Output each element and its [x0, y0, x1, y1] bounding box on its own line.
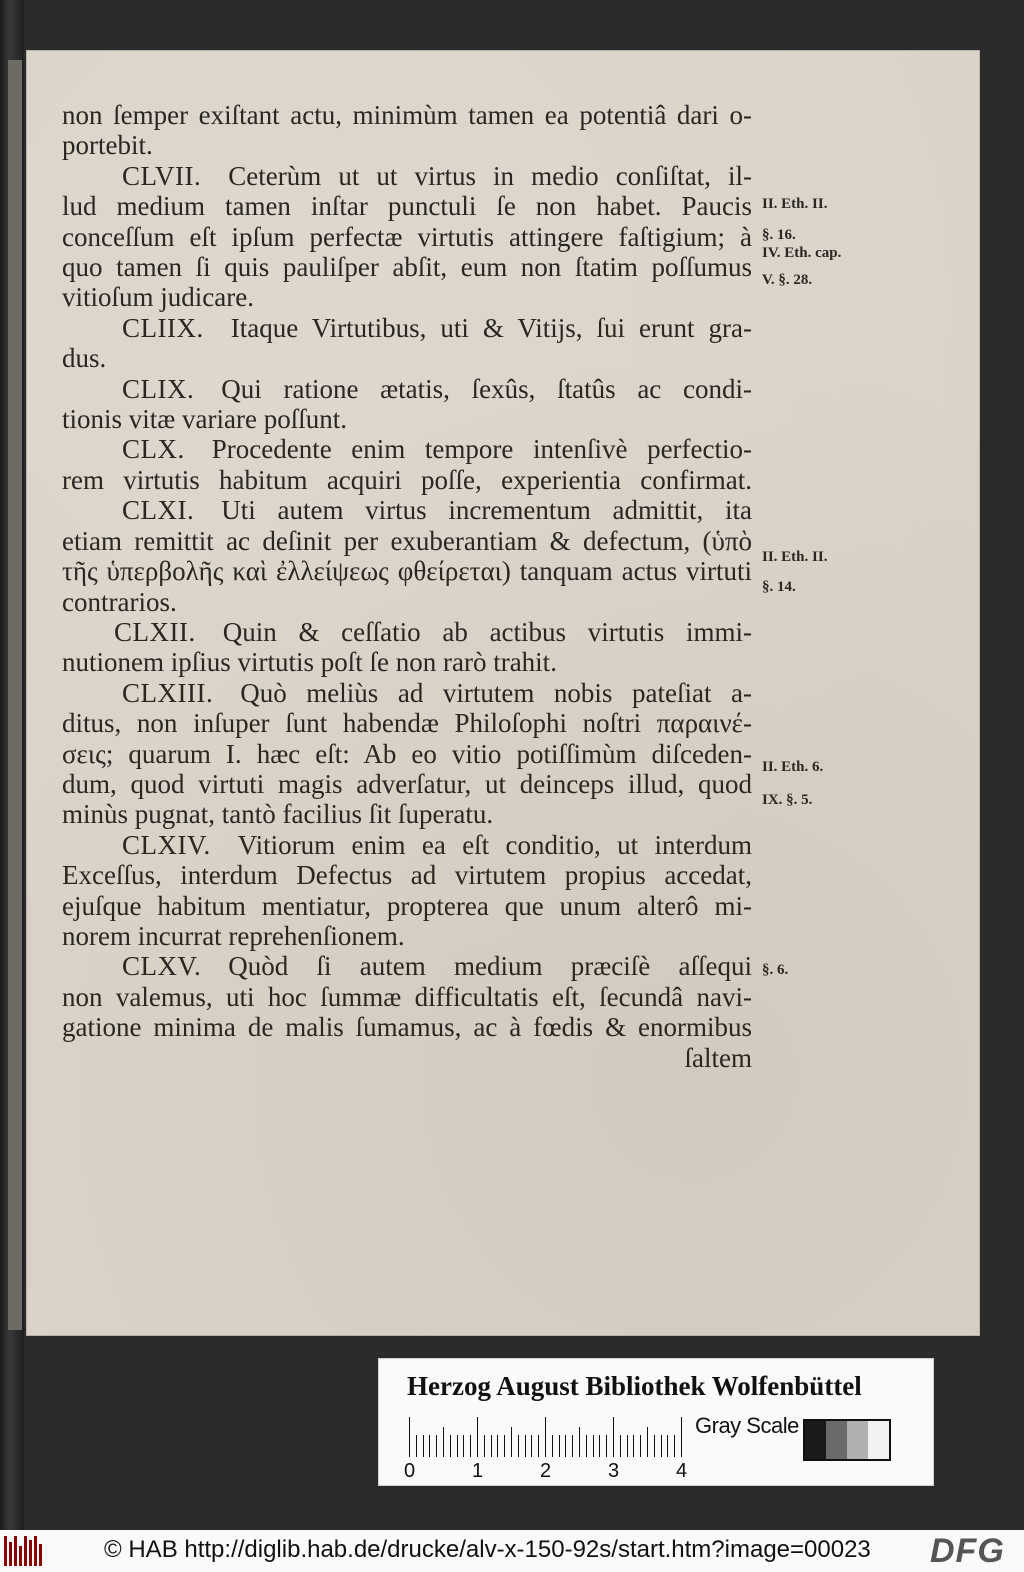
line-text: Itaque Virtutibus, uti & Vitijs, ſui erunt gra- — [230, 312, 752, 343]
logo-bar — [29, 1540, 32, 1566]
text-line — [62, 921, 752, 951]
line-text: Quin & ceſſatio ab actibus virtutis immi- — [222, 616, 752, 647]
line-text: tionis vitæ variare poſſunt. — [62, 404, 347, 435]
margin-reference: II. Eth. II. — [762, 548, 828, 565]
ruler-tick — [477, 1417, 478, 1457]
paragraph-start-line — [62, 313, 752, 343]
ruler-tick — [484, 1435, 485, 1457]
paragraph-start-line — [62, 434, 752, 464]
text-line — [62, 647, 752, 677]
line-text: non valemus, uti hoc ſummæ difficultatis eſt, ſecundâ navi- — [62, 981, 752, 1012]
line-text: Ceterùm ut ut virtus in medio conſiſtat, il- — [228, 160, 752, 191]
page-body-text — [62, 100, 752, 1073]
paragraph-start-line — [62, 617, 752, 647]
line-text: dus. — [62, 343, 107, 374]
measurement-ruler — [409, 1415, 681, 1457]
line-text: vitioſum judicare. — [62, 282, 254, 313]
line-text: Uti autem virtus incrementum admittit, ita — [221, 495, 752, 526]
ruler-tick — [504, 1435, 505, 1457]
ruler-tick — [606, 1435, 607, 1457]
text-line — [62, 587, 752, 617]
ruler-tick — [491, 1435, 492, 1457]
text-line — [62, 799, 752, 829]
text-line — [62, 982, 752, 1012]
text-line — [62, 891, 752, 921]
line-text: contrarios. — [62, 586, 177, 617]
ruler-tick — [538, 1435, 539, 1457]
line-text: norem incurrat reprehenſionem. — [62, 920, 405, 951]
text-line — [62, 343, 752, 373]
section-number: CLX. — [122, 434, 185, 465]
line-text: Procedente enim tempore intenſivè perfectio- — [211, 434, 752, 465]
line-text: conceſſum eſt ipſum perfectæ virtutis attingere faſtigium; à — [62, 221, 752, 252]
paragraph-start-line — [62, 495, 752, 525]
line-text: τῆς ὑπερβολῆς καὶ ἐλλείψεως φθείρεται) tanquam actus virtuti — [62, 556, 752, 587]
footer-bar — [0, 1530, 1024, 1572]
ruler-tick — [429, 1435, 430, 1457]
ruler-tick — [450, 1435, 451, 1457]
ruler-tick — [633, 1435, 634, 1457]
text-line — [62, 282, 752, 312]
line-text: dum, quod virtuti magis adverſatur, ut deinceps illud, quod — [62, 768, 752, 799]
text-line — [62, 556, 752, 586]
logo-bar — [14, 1536, 17, 1566]
paragraph-start-line — [62, 374, 752, 404]
line-text: portebit. — [62, 130, 153, 161]
line-text: Vitiorum enim ea eſt conditio, ut interdum — [237, 829, 752, 860]
line-text: Quòd ſi autem medium præciſè aſſequi — [228, 951, 752, 982]
section-number: CLXI. — [122, 495, 195, 526]
ruler-tick — [661, 1435, 662, 1457]
gray-swatch — [826, 1421, 847, 1459]
ruler-tick — [518, 1435, 519, 1457]
line-text: gatione minima de malis ſumamus, ac à fœdis & enormibus — [62, 1012, 752, 1043]
text-line — [62, 708, 752, 738]
line-text: rem virtutis habitum acquiri poſſe, experientia confirmat. — [62, 464, 752, 495]
ruler-tick — [647, 1427, 648, 1457]
logo-bar — [39, 1544, 42, 1566]
section-number: CLXIV. — [122, 829, 211, 860]
margin-reference: §. 14. — [762, 579, 796, 596]
ruler-tick — [579, 1427, 580, 1457]
margin-reference: IV. Eth. cap. — [762, 244, 842, 261]
ruler-tick — [586, 1435, 587, 1457]
text-line — [62, 860, 752, 890]
ruler-tick — [525, 1435, 526, 1457]
logo-bar — [4, 1536, 7, 1566]
library-name: Herzog August Bibliothek Wolfenbüttel — [407, 1371, 862, 1401]
text-line — [62, 739, 752, 769]
text-line — [62, 222, 752, 252]
ruler-tick — [593, 1435, 594, 1457]
facing-page-edge — [8, 60, 22, 1330]
paragraph-start-line — [62, 161, 752, 191]
line-text: Exceſſus, interdum Defectus ad virtutem propius accedat, — [62, 860, 752, 891]
section-number: CLXII. — [114, 616, 196, 647]
logo-bar — [19, 1546, 22, 1566]
dfg-logo: DFG — [930, 1532, 1005, 1570]
section-number: CLIIX. — [122, 312, 204, 343]
margin-reference: IX. §. 5. — [762, 792, 813, 809]
ruler-number: 3 — [608, 1460, 620, 1482]
ruler-tick — [545, 1417, 546, 1457]
text-line — [62, 769, 752, 799]
line-text: ditus, non inſuper ſunt habendæ Philoſophi noſtri παραινέ- — [62, 708, 752, 739]
ruler-tick — [511, 1427, 512, 1457]
ruler-tick — [470, 1435, 471, 1457]
text-line — [62, 252, 752, 282]
gray-swatch — [805, 1421, 826, 1459]
line-text: ejuſque habitum mentiatur, propterea que unum alterô mi- — [62, 890, 752, 921]
section-number: CLIX. — [122, 373, 195, 404]
ruler-tick — [559, 1435, 560, 1457]
ruler-tick — [531, 1435, 532, 1457]
ruler-tick — [627, 1435, 628, 1457]
ruler-tick — [572, 1435, 573, 1457]
text-line — [62, 130, 752, 160]
margin-reference: §. 16. — [762, 226, 796, 243]
text-line — [62, 526, 752, 556]
library-label-card — [378, 1358, 934, 1486]
ruler-tick — [640, 1435, 641, 1457]
ruler-number: 4 — [676, 1460, 688, 1482]
section-number: CLVII. — [122, 160, 202, 191]
margin-reference: V. §. 28. — [762, 272, 813, 289]
line-text: quo tamen ſi quis pauliſper abſit, eum non ſtatim poſſumus — [62, 252, 752, 283]
section-number: CLXIII. — [122, 677, 214, 708]
text-line — [62, 100, 752, 130]
margin-reference: II. Eth. II. — [762, 196, 828, 213]
ruler-number: 0 — [404, 1460, 416, 1482]
ruler-tick — [620, 1435, 621, 1457]
line-text: Qui ratione ætatis, ſexûs, ſtatûs ac condi- — [221, 373, 752, 404]
ruler-tick — [674, 1435, 675, 1457]
line-text: minùs pugnat, tantò facilius ſit ſuperatu. — [62, 799, 494, 830]
ruler-number: 1 — [472, 1460, 484, 1482]
logo-bar — [9, 1542, 12, 1566]
ruler-tick — [436, 1435, 437, 1457]
ruler-tick — [667, 1435, 668, 1457]
ruler-tick — [497, 1435, 498, 1457]
text-line — [62, 1012, 752, 1042]
ruler-tick — [457, 1435, 458, 1457]
paragraph-start-line — [62, 951, 752, 981]
paragraph-start-line — [62, 830, 752, 860]
logo-bar — [34, 1536, 37, 1566]
footer-copyright-url[interactable]: © HAB http://diglib.hab.de/drucke/alv-x-150-92s/start.htm?image=00023 — [104, 1536, 871, 1563]
section-number: CLXV. — [122, 951, 202, 982]
ruler-tick — [443, 1427, 444, 1457]
paragraph-start-line — [62, 678, 752, 708]
text-line — [62, 404, 752, 434]
gray-swatch — [868, 1421, 889, 1459]
ruler-tick — [613, 1417, 614, 1457]
line-text: non ſemper exiſtant actu, minimùm tamen ea potentiâ dari o- — [62, 100, 752, 130]
line-text: ſaltem — [684, 1042, 752, 1073]
line-text: Quò meliùs ad virtutem nobis pateſiat a- — [240, 677, 752, 708]
ruler-tick — [565, 1435, 566, 1457]
text-line — [62, 191, 752, 221]
text-line — [62, 1043, 752, 1073]
ruler-tick — [552, 1435, 553, 1457]
ruler-tick — [463, 1435, 464, 1457]
gray-scale-swatch — [803, 1419, 891, 1461]
margin-reference: II. Eth. 6. — [762, 758, 824, 775]
line-text: σεις; quarum I. hæc eſt: Ab eo vitio potiſſimùm diſceden- — [62, 738, 752, 769]
ruler-tick — [681, 1417, 682, 1457]
line-text: nutionem ipſius virtutis poſt ſe non rarò trahit. — [62, 647, 557, 678]
gray-scale-label: Gray Scale — [695, 1413, 799, 1438]
margin-reference: §. 6. — [762, 962, 789, 979]
ruler-tick — [409, 1417, 410, 1457]
text-line — [62, 465, 752, 495]
ruler-tick — [599, 1435, 600, 1457]
ruler-number: 2 — [540, 1460, 552, 1482]
hab-logo-icon — [4, 1536, 46, 1566]
ruler-tick — [423, 1435, 424, 1457]
gray-swatch — [847, 1421, 868, 1459]
line-text: etiam remittit ac deſinit per exuberantiam & defectum, (ὑπὸ — [62, 525, 752, 556]
ruler-tick — [654, 1435, 655, 1457]
ruler-tick — [416, 1435, 417, 1457]
logo-bar — [24, 1536, 27, 1566]
line-text: lud medium tamen inſtar punctuli ſe non habet. Paucis — [62, 191, 752, 222]
